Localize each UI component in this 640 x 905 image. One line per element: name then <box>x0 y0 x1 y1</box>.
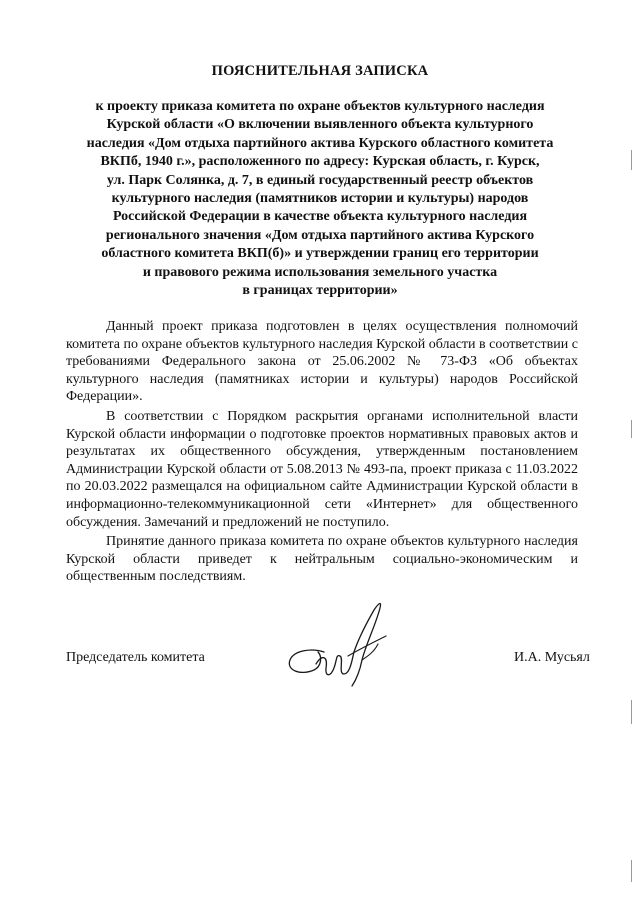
body-paragraph: Принятие данного приказа комитета по охране объектов культурного наследия Курской области приведет к нейтральным социально-экономическим и общественным последствиям. <box>66 534 578 585</box>
handwritten-signature <box>282 594 402 694</box>
subtitle-line: культурного наследия (памятников истории и культуры) народов <box>111 191 529 207</box>
signer-name: И.А. Мусьял <box>514 650 590 665</box>
document-subtitle <box>70 98 570 300</box>
scan-edge-mark <box>631 700 632 724</box>
subtitle-line: регионального значения «Дом отдыха партийного актива Курского <box>105 227 535 243</box>
subtitle-line: Курской области «О включении выявленного объекта культурного <box>106 117 534 133</box>
subtitle-line: ул. Парк Солянка, д. 7, в единый государственный реестр объектов <box>106 172 534 188</box>
subtitle-line: в границах территории» <box>242 283 398 299</box>
document-title: ПОЯСНИТЕЛЬНАЯ ЗАПИСКА <box>211 63 429 79</box>
body-paragraph: Данный проект приказа подготовлен в целях осуществления полномочий комитета по охране объектов культурного наследия Курской области в соответствии с требованиями Федерального закона от 25.06.2002 № 73-ФЗ «Об объектах культурного наследия (памятниках истории и культуры) народов Российской Федерации». <box>66 319 578 405</box>
scan-edge-mark <box>631 860 632 882</box>
subtitle-line: областного комитета ВКП(б)» и утверждении границ его территории <box>101 246 539 262</box>
subtitle-line: к проекту приказа комитета по охране объектов культурного наследия <box>95 99 545 114</box>
subtitle-line: ВКПб, 1940 г.», расположенного по адресу: Курская область, г. Курск, <box>100 154 540 170</box>
body-paragraph: В соответствии с Порядком раскрытия органами исполнительной власти Курской области информации о подготовке проектов нормативных правовых актов и результатах их общественного обсуждения, утвержденным постановлением Администрации Курской области от 5.08.2013 № 493-па, проект приказа с 11.03.2022 по 20.03.2022 размещался на официальном сайте Администрации Курской области в информационно-телекоммуникационной сети «Интернет» для общественного обсуждения. Замечаний и предложений не поступило. <box>66 408 578 530</box>
signature-label: Председатель комитета <box>66 650 205 665</box>
document-body <box>66 318 578 586</box>
subtitle-line: и правового режима использования земельного участка <box>142 264 498 280</box>
scan-edge-mark <box>631 150 632 170</box>
subtitle-line: Российской Федерации в качестве объекта культурного наследия <box>112 209 528 225</box>
scan-edge-mark <box>631 420 632 438</box>
subtitle-line: наследия «Дом отдыха партийного актива Курского областного комитета <box>86 135 554 151</box>
